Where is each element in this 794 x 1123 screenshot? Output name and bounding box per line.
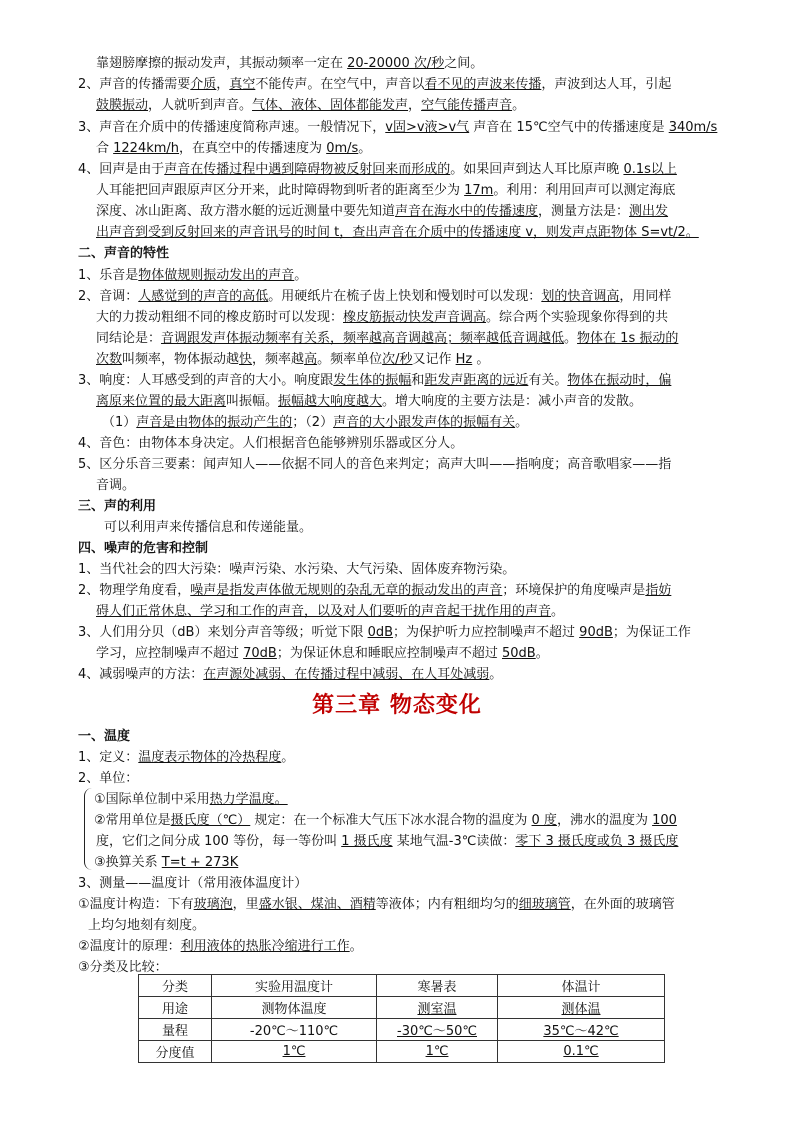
text-line <box>96 223 699 243</box>
table-cell-text: -30℃～50℃ <box>397 1024 477 1039</box>
underlined-text: 1 摄氏度 <box>341 834 393 849</box>
underlined-text: 空气能传播声音 <box>421 98 513 113</box>
text-run: ③换算关系 <box>94 855 162 870</box>
text-run: 不能传声。在空气中，声音以 <box>255 77 425 92</box>
underlined-text: 物体做规则振动发出的声音 <box>138 268 295 283</box>
text-run: 5、区分乐音三要素：闻声知人——依据不同人的音色来判定；高声大叫——指响度；高音歌唱家——指 <box>78 457 672 472</box>
text-line <box>96 644 549 664</box>
text-run: 音调。 <box>96 478 136 493</box>
text-run: 人耳能把回声跟原声区分开来，此时障碍物到听者的距离至少为 <box>96 183 465 198</box>
underlined-text: 碍人们正常休息、学习和工作的声音，以及对人们要听的声音起干扰作用的声音 <box>96 604 552 619</box>
table-header-row <box>139 975 665 997</box>
text-run: 规定：在一个标准大气压下冰水混合物的温度为 <box>250 813 532 828</box>
text-run: 一、温度 <box>78 729 131 744</box>
text-run: ；为保护听力应控制噪声不超过 <box>393 625 580 640</box>
underlined-text: 100 <box>652 813 677 828</box>
text-run: 3、人们用分贝（dB）来划分声音等级；听觉下限 <box>78 625 368 640</box>
text-line <box>78 434 463 454</box>
text-run: ，声波到达人耳，引起 <box>541 77 672 92</box>
table-header-cell: 实验用温度计 <box>212 975 377 997</box>
text-run: 四、噪声的危害和控制 <box>78 541 209 556</box>
underlined-text: 0m/s <box>326 141 359 156</box>
underlined-text: 距发声距离的远近 <box>424 373 529 388</box>
underlined-text: 鼓膜振动 <box>96 98 149 113</box>
underlined-text: 温度表示物体的冷热程度 <box>138 750 282 765</box>
underlined-text: 0dB <box>367 625 394 640</box>
text-run: 。 <box>535 646 549 661</box>
text-line <box>96 202 668 222</box>
text-run: 声音在 15℃空气中的传播速度是 <box>469 120 669 135</box>
table-header-cell: 寒暑表 <box>377 975 498 997</box>
text-line <box>88 916 205 936</box>
underlined-text: 次/秒 <box>382 352 413 367</box>
table-cell-text: 35℃～42℃ <box>543 1024 619 1039</box>
underlined-text: 高 <box>304 352 318 367</box>
text-line <box>78 371 671 391</box>
text-run: ；环境保护的角度噪声是 <box>502 583 646 598</box>
text-line <box>96 139 371 159</box>
text-line <box>94 790 288 810</box>
text-run: 。 <box>512 98 526 113</box>
text-run: 靠翅膀摩擦的振动发声，其振动频率一定在 <box>96 56 348 71</box>
text-run: 二、声音的特性 <box>78 246 170 261</box>
table-cell-text: 1℃ <box>282 1044 306 1059</box>
chapter-title: 第三章 物态变化 <box>312 692 482 718</box>
text-run: 。增大响度的主要方法是：减小声音的发散。 <box>382 394 643 409</box>
text-line <box>96 181 675 201</box>
underlined-text: 0.1s以上 <box>623 162 677 177</box>
section-heading <box>78 244 169 264</box>
table-header-cell: 分类 <box>139 975 212 997</box>
text-line <box>78 266 307 286</box>
underlined-text: 1224km/h <box>113 141 180 156</box>
text-run: 叫振幅。 <box>226 394 279 409</box>
text-line <box>96 308 668 328</box>
underlined-text: 气体、液体、固体都能发声 <box>252 98 409 113</box>
text-line <box>78 560 515 580</box>
text-line <box>96 350 489 370</box>
text-run: ，测量方法是： <box>538 204 630 219</box>
table-cell <box>377 997 498 1019</box>
text-line <box>104 518 312 538</box>
text-run: 有关。 <box>528 373 568 388</box>
underlined-text: 音调跟发声体振动频率有关系，频率越高音调越高；频率越低音调越低 <box>161 331 565 346</box>
text-run: 3、响度：人耳感受到的声音的大小。响度跟 <box>78 373 334 388</box>
table-cell: 分度值 <box>139 1041 212 1063</box>
underlined-text: 50dB <box>502 646 536 661</box>
text-run: 。综合两个实验现象你得到的共 <box>486 310 669 325</box>
table-cell <box>498 1041 665 1063</box>
text-run: ②常用单位是 <box>94 813 171 828</box>
thermometer-comparison-table <box>138 974 665 1063</box>
text-run: ，在真空中的传播速度为 <box>179 141 327 156</box>
table-cell <box>212 1041 377 1063</box>
text-run: 2、单位： <box>78 771 139 786</box>
table-cell <box>498 1019 665 1041</box>
underlined-text: 声音在海水中的传播速度 <box>395 204 539 219</box>
underlined-text: 快 <box>239 352 253 367</box>
text-line <box>78 581 671 601</box>
underlined-text: v固>v液>v气 <box>385 120 470 135</box>
underlined-text: 划的快音调高 <box>541 289 620 304</box>
text-run: ，沸水的温度为 <box>556 813 653 828</box>
section-heading <box>78 539 208 559</box>
underlined-text: 指妨 <box>645 583 672 598</box>
text-run: 度，它们之间分成 100 等份，每一等份叫 <box>96 834 342 849</box>
text-run: 。利用：利用回声可以测定海底 <box>493 183 676 198</box>
text-run: 。 <box>551 604 565 619</box>
underlined-text: 次数 <box>96 352 123 367</box>
text-run: ，在外面的玻璃管 <box>570 897 675 912</box>
text-run: 。频率单位 <box>317 352 383 367</box>
text-run: 。用硬纸片在梳子齿上快划和慢划时可以发现： <box>268 289 542 304</box>
text-run: 可以利用声来传播信息和传递能量。 <box>104 520 313 535</box>
text-run: 深度、冰山距离、敌方潜水艇的远近测量中要先知道 <box>96 204 396 219</box>
text-run: 2、声音的传播需要 <box>78 77 191 92</box>
table-cell <box>498 997 665 1019</box>
text-run: 大的力拨动粗细不同的橡皮筋时可以发现： <box>96 310 344 325</box>
table-cell-text: 测体温 <box>561 1002 601 1017</box>
text-line <box>96 392 642 412</box>
text-run: ；为保证工作 <box>612 625 691 640</box>
text-line <box>96 329 678 349</box>
underlined-text: 玻璃泡 <box>193 897 233 912</box>
text-run: 和 <box>411 373 425 388</box>
text-run: 。 <box>472 352 490 367</box>
text-line <box>94 853 238 873</box>
section-heading <box>78 727 130 747</box>
text-line <box>96 476 135 496</box>
text-run: 。 <box>515 415 529 430</box>
underlined-text: 介质 <box>190 77 217 92</box>
text-line <box>78 748 294 768</box>
underlined-text: 测出发 <box>629 204 669 219</box>
text-run: 1、当代社会的四大污染：噪声污染、水污染、大气污染、固体废弃物污染。 <box>78 562 516 577</box>
underlined-text: Hz <box>455 352 473 367</box>
text-run: ②温度计的原理： <box>78 939 181 954</box>
text-run: 1、定义： <box>78 750 139 765</box>
text-run: 上均匀地刻有刻度。 <box>88 918 206 933</box>
underlined-text: 340m/s <box>668 120 718 135</box>
text-run: ；为保证休息和睡眠应控制噪声不超过 <box>276 646 502 661</box>
underlined-text: 热力学温度。 <box>209 792 288 807</box>
table-cell <box>377 1041 498 1063</box>
text-run: 某地气温-3℃读做： <box>392 834 516 849</box>
underlined-text: 人感觉到的声音的高低 <box>138 289 269 304</box>
text-run: 4、回声是由于 <box>78 162 165 177</box>
text-run: ①国际单位制中采用 <box>94 792 210 807</box>
text-run: 同结论是： <box>96 331 162 346</box>
underlined-text: 声音的大小跟发声体的振幅有关 <box>333 415 516 430</box>
text-run: （1） <box>102 415 137 430</box>
text-line <box>78 665 502 685</box>
text-run: ，用同样 <box>619 289 672 304</box>
underlined-text: 真空 <box>229 77 256 92</box>
text-run: ，人就听到声音。 <box>148 98 253 113</box>
underlined-text: T=t + 273K <box>161 855 239 870</box>
table-cell: -20℃～110℃ <box>212 1019 377 1041</box>
underlined-text: 出声音到受到反射回来的声音讯号的时间 t，查出声音在介质中的传播速度 v，则发声点距物体 S=vt/2。 <box>96 225 699 240</box>
text-line <box>96 54 483 74</box>
text-run: 。 <box>294 268 308 283</box>
underlined-text: 90dB <box>579 625 613 640</box>
underlined-text: 离原来位置的最大距离 <box>96 394 227 409</box>
underlined-text: 零下 3 摄氏度或负 3 摄氏度 <box>515 834 679 849</box>
table-cell-text: 0.1℃ <box>563 1044 599 1059</box>
text-line <box>94 811 677 831</box>
underlined-text: 看不见的声波来传播 <box>424 77 542 92</box>
text-run: 三、声的利用 <box>78 499 157 514</box>
table-row <box>139 997 665 1019</box>
underlined-text: 噪声是指发声体做无规则的杂乱无章的振动发出的声音 <box>190 583 503 598</box>
underlined-text: 17m <box>464 183 494 198</box>
text-run: ， <box>408 98 422 113</box>
table-cell-text: 1℃ <box>425 1044 449 1059</box>
text-line <box>78 895 675 915</box>
text-run: 。如果回声到达人耳比原声晚 <box>450 162 624 177</box>
table-header-cell: 体温计 <box>498 975 665 997</box>
text-run: ， <box>216 77 230 92</box>
text-run: ③分类及比较： <box>78 960 168 975</box>
text-run: 2、物理学角度看， <box>78 583 191 598</box>
text-run: 。 <box>281 750 295 765</box>
text-line <box>78 937 363 957</box>
text-run: 4、音色：由物体本身决定。人们根据音色能够辨别乐器或区分人。 <box>78 436 464 451</box>
text-run: 2、音调： <box>78 289 139 304</box>
table-row <box>139 1041 665 1063</box>
table-cell-text: 测室温 <box>417 1002 457 1017</box>
table-cell: 用途 <box>139 997 212 1019</box>
table-cell: 测物体温度 <box>212 997 377 1019</box>
underlined-text: 声音在传播过程中遇到障碍物被反射回来而形成的 <box>164 162 451 177</box>
underlined-text: 盛水银、煤油、酒精 <box>258 897 376 912</box>
underlined-text: 物体在 1s 振动的 <box>577 331 679 346</box>
text-line <box>78 769 138 789</box>
underlined-text: 细玻璃管 <box>518 897 571 912</box>
text-run: 之间。 <box>444 56 484 71</box>
text-run: 3、声音在介质中的传播速度简称声速。一般情况下， <box>78 120 386 135</box>
underlined-text: 0 度 <box>531 813 557 828</box>
text-line <box>102 413 528 433</box>
table-cell <box>377 1019 498 1041</box>
underlined-text: 利用液体的热胀冷缩进行工作 <box>180 939 350 954</box>
text-run: 又记作 <box>412 352 456 367</box>
text-line <box>78 455 671 475</box>
text-run: 等液体；内有粗细均匀的 <box>375 897 519 912</box>
table-cell: 量程 <box>139 1019 212 1041</box>
underlined-text: 20-20000 次/秒 <box>347 56 445 71</box>
text-run: ，里 <box>232 897 259 912</box>
text-line <box>96 602 564 622</box>
text-run: 测量——温度计（常用液体温度计） <box>99 876 308 891</box>
text-run: 4、减弱噪声的方法： <box>78 667 204 682</box>
underlined-text: 物体在振动时，偏 <box>567 373 672 388</box>
text-run: 学习，应控制噪声不超过 <box>96 646 244 661</box>
underlined-text: 声音是由物体的振动产生的 <box>136 415 293 430</box>
text-run: ，频率越 <box>252 352 305 367</box>
text-run: 。 <box>564 331 578 346</box>
underlined-text: 振幅越大响度越大 <box>278 394 383 409</box>
underlined-text: 橡皮筋振动快发声音调高 <box>343 310 487 325</box>
text-run: 合 <box>96 141 114 156</box>
underlined-text: 70dB <box>243 646 277 661</box>
text-line <box>96 832 678 852</box>
underlined-text: 在声源处减弱、在传播过程中减弱、在人耳处减弱 <box>203 667 490 682</box>
section-heading <box>78 497 156 517</box>
table-row <box>139 1019 665 1041</box>
text-run: 叫频率，物体振动越 <box>122 352 240 367</box>
text-run: 3、 <box>78 876 100 891</box>
text-run: 。 <box>349 939 363 954</box>
text-line <box>96 96 525 116</box>
text-line <box>78 75 671 95</box>
text-run: ；（2） <box>292 415 334 430</box>
underlined-text: 发生体的振幅 <box>333 373 412 388</box>
text-line <box>78 874 307 894</box>
text-line <box>78 160 677 180</box>
text-line <box>78 623 691 643</box>
underlined-text: 摄氏度（℃） <box>170 813 251 828</box>
text-line <box>78 118 717 138</box>
text-line <box>78 287 671 307</box>
unit-brace <box>84 788 97 870</box>
text-run: 。 <box>358 141 372 156</box>
text-run: ①温度计构造：下有 <box>78 897 194 912</box>
text-run: 。 <box>489 667 503 682</box>
text-run: 1、乐音是 <box>78 268 139 283</box>
